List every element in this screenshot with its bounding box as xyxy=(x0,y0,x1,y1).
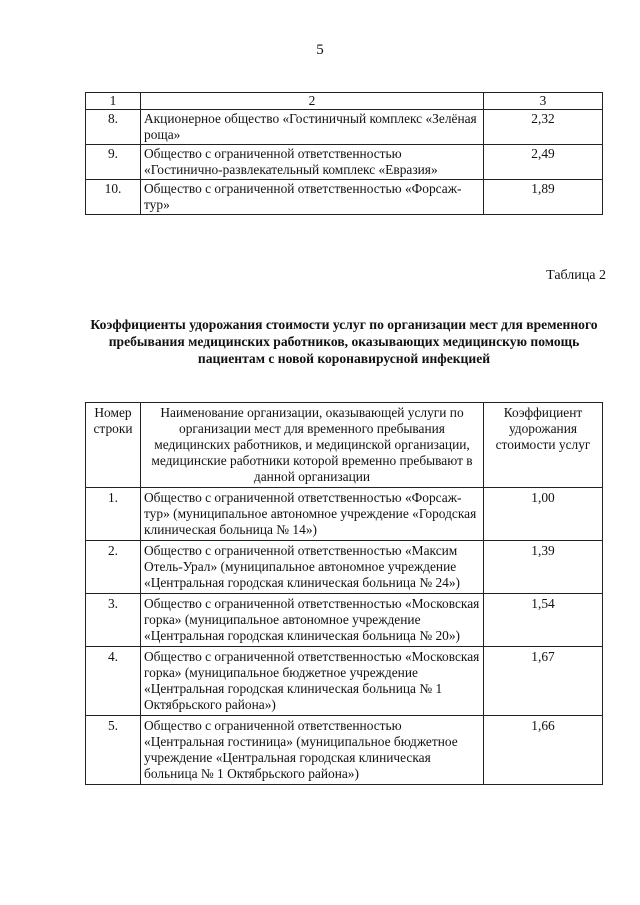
organization-name: Общество с ограниченной ответственностью «Форсаж-тур» (муниципальное автономное учреждение «Городская клиническая больница № 14») xyxy=(141,488,484,541)
page-number: 5 xyxy=(316,42,324,58)
table-title: Коэффициенты удорожания стоимости услуг по организации мест для временного пребывания медицинских работников, оказывающих медицинскую помощь пациентам с новой коронавирусной инфекцией xyxy=(90,317,598,366)
table-row xyxy=(86,594,603,647)
header-coefficient: Коэффициент удорожания стоимости услуг xyxy=(484,403,603,488)
column-number-2: 2 xyxy=(141,93,484,110)
row-number: 8. xyxy=(86,110,141,145)
column-number-1: 1 xyxy=(86,93,141,110)
organization-name: Общество с ограниченной ответственностью «Московская горка» (муниципальное автономное учреждение «Центральная городская клиническая больница № 20») xyxy=(141,594,484,647)
table-row xyxy=(86,541,603,594)
row-number: 4. xyxy=(86,647,141,716)
coefficient-value: 1,67 xyxy=(484,647,603,716)
row-number: 1. xyxy=(86,488,141,541)
row-number: 3. xyxy=(86,594,141,647)
organization-name: Общество с ограниченной ответственностью «Форсаж-тур» xyxy=(141,180,484,215)
coefficient-value: 1,39 xyxy=(484,541,603,594)
table-header-row xyxy=(86,93,603,110)
table-row xyxy=(86,145,603,180)
coefficients-table xyxy=(85,402,603,785)
row-number: 5. xyxy=(86,716,141,785)
organization-name: Акционерное общество «Гостиничный комплекс «Зелёная роща» xyxy=(141,110,484,145)
organization-name: Общество с ограниченной ответственностью «Московская горка» (муниципальное бюджетное учреждение «Центральная городская клиническая больница № 1 Октябрьского района») xyxy=(141,647,484,716)
coefficient-value: 1,00 xyxy=(484,488,603,541)
coefficient-value: 2,49 xyxy=(484,145,603,180)
table-row xyxy=(86,180,603,215)
table-row xyxy=(86,716,603,785)
table-row xyxy=(86,488,603,541)
column-number-3: 3 xyxy=(484,93,603,110)
row-number: 2. xyxy=(86,541,141,594)
coefficient-value: 2,32 xyxy=(484,110,603,145)
header-row-number: Номер строки xyxy=(86,403,141,488)
coefficient-value: 1,54 xyxy=(484,594,603,647)
table-continuation xyxy=(85,92,603,215)
table-row xyxy=(86,110,603,145)
row-number: 10. xyxy=(86,180,141,215)
organization-name: Общество с ограниченной ответственностью «Гостинично-развлекательный комплекс «Евразия» xyxy=(141,145,484,180)
coefficient-value: 1,89 xyxy=(484,180,603,215)
coefficient-value: 1,66 xyxy=(484,716,603,785)
table-header-row xyxy=(86,403,603,488)
table-label: Таблица 2 xyxy=(546,268,606,283)
organization-name: Общество с ограниченной ответственностью «Центральная гостиница» (муниципальное бюджетное учреждение «Центральная городская клиническая больница № 1 Октябрьского района») xyxy=(141,716,484,785)
table-row xyxy=(86,647,603,716)
header-organization-name: Наименование организации, оказывающей услуги по организации мест для временного пребывания медицинских работников, и медицинской организации, медицинские работники которой временно пребывают в данной организации xyxy=(141,403,484,488)
organization-name: Общество с ограниченной ответственностью «Максим Отель-Урал» (муниципальное автономное учреждение «Центральная городская клиническая больница № 24») xyxy=(141,541,484,594)
row-number: 9. xyxy=(86,145,141,180)
